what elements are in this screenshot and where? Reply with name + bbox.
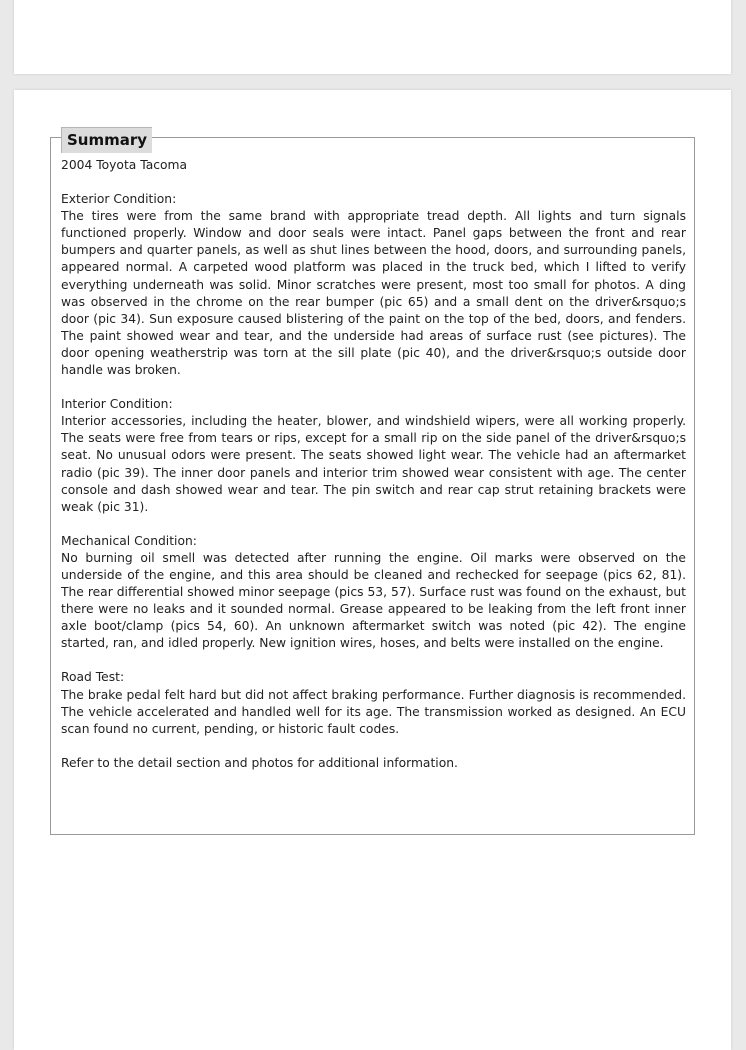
exterior-section bbox=[61, 191, 686, 379]
exterior-body: The tires were from the same brand with appropriate tread depth. All lights and turn signals functioned properly. Window and door seals were intact. Panel gaps between the front and rear bumpers and quarter panels, as well as shut lines between the hood, doors, and surrounding panels, appeared normal. A carpeted wood platform was placed in the truck bed, which I lifted to verify everything underneath was solid. Minor scratches were present, most too small for photos. A ding was observed in the chrome on the rear bumper (pic 65) and a small dent on the driver&rsquo;s door (pic 34). Sun exposure caused blistering of the paint on the top of the bed, doors, and fenders. The paint showed wear and tear, and the underside had areas of surface rust (see pictures). The door opening weatherstrip was torn at the sill plate (pic 40), and the driver&rsquo;s outside door handle was broken. bbox=[61, 209, 686, 378]
mechanical-title: Mechanical Condition: bbox=[61, 533, 197, 548]
interior-title: Interior Condition: bbox=[61, 397, 173, 412]
mechanical-body: No burning oil smell was detected after running the engine. Oil marks were observed on the underside of the engine, and this area should be cleaned and rechecked for seepage (pics 62, 81). The rear differential showed minor seepage (pics 53, 57). Surface rust was found on the exhaust, but there were no leaks and it sounded normal. Grease appeared to be leaking from the left front inner axle boot/clamp (pics 54, 60). An unknown aftermarket switch was noted (pic 42). The engine started, ran, and idled properly. New ignition wires, hoses, and belts were installed on the engine. bbox=[61, 550, 686, 651]
interior-section bbox=[61, 396, 686, 516]
closing-note: Refer to the detail section and photos for additional information. bbox=[61, 755, 458, 770]
vehicle-title: 2004 Toyota Tacoma bbox=[61, 158, 188, 172]
mechanical-section bbox=[61, 533, 686, 653]
exterior-title: Exterior Condition: bbox=[61, 192, 177, 207]
road-test-section bbox=[61, 669, 686, 737]
summary-heading: Summary bbox=[61, 127, 152, 153]
road-test-title: Road Test: bbox=[61, 670, 125, 685]
interior-body: Interior accessories, including the heater, blower, and windshield wipers, were all working properly. The seats were free from tears or rips, except for a small rip on the side panel of the driver&rsquo;s seat. No unusual odors were present. The seats showed light wear. The vehicle had an aftermarket radio (pic 39). The inner door panels and interior trim showed wear consistent with age. The center console and dash showed wear and tear. The pin switch and rear cap strut retaining brackets were weak (pic 31). bbox=[61, 414, 686, 514]
road-test-body: The brake pedal felt hard but did not affect braking performance. Further diagnosis is recommended. The vehicle accelerated and handled well for its age. The transmission worked as designed. An ECU scan found no current, pending, or historic fault codes. bbox=[61, 687, 686, 736]
summary-content bbox=[61, 157, 686, 772]
previous-page bbox=[14, 0, 731, 74]
